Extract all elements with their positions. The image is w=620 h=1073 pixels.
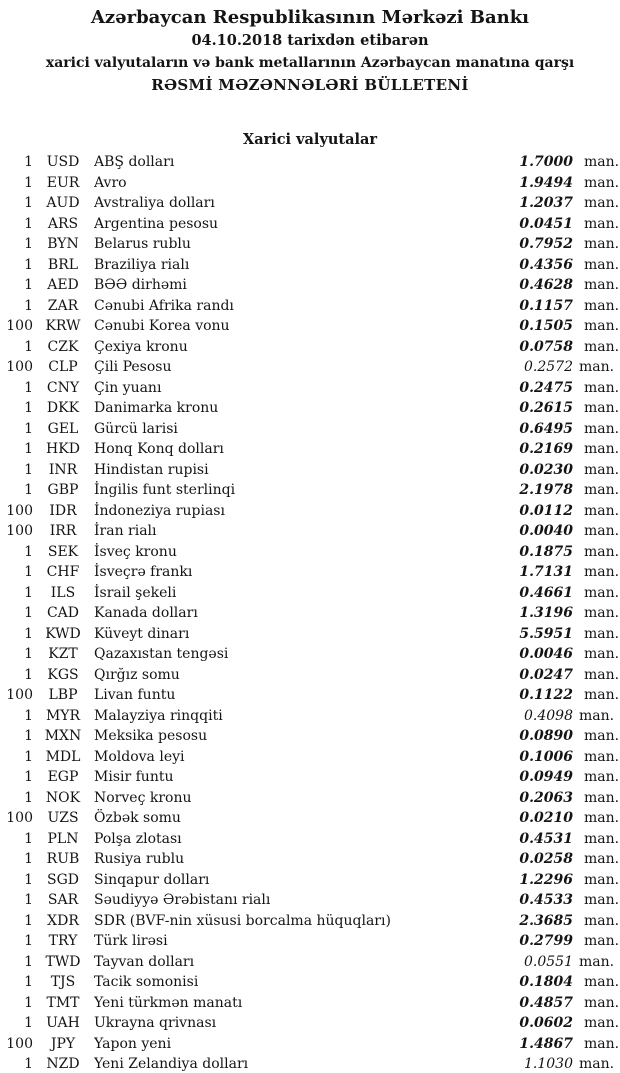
unit-label: man. (584, 892, 620, 908)
rate-row (0, 890, 620, 911)
unit-label: man. (584, 564, 620, 580)
rate-row (0, 1054, 620, 1073)
currency-name: Misir funtu (94, 769, 174, 785)
rate-value: 0.0451 (519, 215, 573, 232)
currency-code: NZD (46, 1056, 80, 1072)
currency-name: Yeni türkmən manatı (94, 994, 243, 1011)
unit-label: man. (584, 441, 620, 457)
currency-code: AUD (46, 195, 80, 211)
currency-code: TRY (48, 933, 78, 949)
rate-row (0, 685, 620, 706)
rate-row (0, 378, 620, 399)
rate-row (0, 644, 620, 665)
unit-label: man. (584, 666, 620, 683)
currency-code: SAR (47, 892, 79, 908)
nominal-value: 1 (24, 564, 33, 580)
rate-value: 0.0949 (519, 769, 573, 785)
currency-name: Argentina pesosu (94, 215, 219, 232)
nominal-value: 100 (6, 318, 33, 334)
currency-code: GBP (47, 482, 79, 498)
rate-value: 0.2799 (519, 933, 573, 949)
nominal-value: 1 (24, 994, 33, 1011)
rate-row (0, 583, 620, 604)
currency-code: AED (47, 277, 79, 293)
unit-label: man. (584, 748, 620, 765)
currency-code: INR (48, 461, 78, 478)
currency-name: Türk lirəsi (94, 933, 168, 949)
rate-value: 0.2169 (519, 441, 573, 457)
currency-name: İndoneziya rupiası (94, 502, 225, 519)
currency-name: Cənubi Afrika randı (94, 297, 234, 314)
unit-label: man. (584, 420, 620, 437)
currency-name: Moldova leyi (94, 748, 185, 765)
rate-row (0, 398, 620, 419)
rate-row (0, 193, 620, 214)
rate-value: 0.2475 (519, 379, 573, 396)
unit-label: man. (584, 1015, 620, 1031)
nominal-value: 100 (6, 502, 33, 519)
bulletin-title: RƏSMİ MƏZƏNNƏLƏRİ BÜLLETENİ (151, 76, 469, 94)
unit-label: man. (584, 625, 620, 642)
nominal-value: 1 (24, 584, 33, 601)
unit-label: man. (584, 994, 620, 1011)
unit-label: man. (584, 646, 620, 662)
rate-value: 0.1875 (519, 543, 573, 560)
rate-value: 1.4867 (519, 1035, 573, 1052)
currency-code: ARS (47, 215, 79, 232)
rate-value: 0.0230 (519, 461, 573, 478)
rate-value: 0.4533 (519, 892, 573, 908)
unit-label: man. (584, 256, 620, 273)
nominal-value: 1 (24, 338, 33, 355)
rate-value: 1.2296 (519, 871, 573, 888)
unit-label: man. (584, 974, 620, 990)
nominal-value: 100 (6, 810, 33, 826)
currency-name: Kanada dolları (94, 605, 198, 621)
currency-name: Özbək somu (94, 810, 181, 826)
currency-name: Ukrayna qrivnası (94, 1015, 217, 1031)
currency-name: İngilis funt sterlinqi (94, 482, 236, 498)
nominal-value: 1 (24, 379, 33, 396)
nominal-value: 1 (24, 236, 33, 252)
unit-label: man. (584, 810, 620, 826)
currency-code: DKK (46, 400, 80, 416)
nominal-value: 1 (24, 707, 33, 724)
currency-name: Sinqapur dolları (94, 871, 210, 888)
nominal-value: 1 (24, 482, 33, 498)
rate-value: 0.1505 (519, 318, 573, 334)
rate-value: 0.0758 (519, 338, 573, 355)
currency-code: TMT (46, 994, 80, 1011)
currency-name: Avstraliya dolları (94, 195, 215, 211)
rate-value: 1.2037 (519, 195, 573, 211)
rate-row (0, 316, 620, 337)
rate-row (0, 234, 620, 255)
unit-label: man. (584, 769, 620, 785)
rate-value: 0.4531 (519, 830, 573, 847)
currency-code: JPY (50, 1035, 76, 1052)
currency-name: Meksika pesosu (94, 728, 208, 744)
currency-name: Çin yuanı (94, 379, 162, 396)
currency-code: ILS (50, 584, 76, 601)
currency-code: IDR (49, 502, 77, 519)
nominal-value: 1 (24, 748, 33, 765)
nominal-value: 1 (24, 215, 33, 232)
rate-row (0, 870, 620, 891)
rate-row (0, 439, 620, 460)
rate-value: 0.0040 (519, 523, 573, 539)
unit-label: man. (584, 789, 620, 806)
nominal-value: 1 (24, 728, 33, 744)
unit-label: man. (579, 953, 615, 970)
rate-value: 0.2615 (519, 400, 573, 416)
currency-code: CLP (48, 359, 78, 375)
currency-code: NOK (45, 789, 81, 806)
currency-code: KRW (45, 318, 81, 334)
rate-row (0, 521, 620, 542)
nominal-value: 1 (24, 277, 33, 293)
rate-row (0, 767, 620, 788)
nominal-value: 1 (24, 974, 33, 990)
rate-row (0, 357, 620, 378)
unit-label: man. (584, 318, 620, 334)
unit-label: man. (584, 277, 620, 293)
currency-name: Cənubi Korea vonu (94, 318, 230, 334)
currency-code: GEL (47, 420, 79, 437)
rate-value: 0.7952 (519, 236, 573, 252)
rate-value: 0.0258 (519, 851, 573, 867)
nominal-value: 1 (24, 625, 33, 642)
rate-value: 0.4661 (519, 584, 573, 601)
rate-value: 5.5951 (519, 625, 573, 642)
nominal-value: 1 (24, 297, 33, 314)
nominal-value: 1 (24, 666, 33, 683)
rate-row (0, 829, 620, 850)
nominal-value: 1 (24, 441, 33, 457)
rate-value: 2.3685 (519, 912, 573, 929)
currency-name: Livan funtu (94, 687, 176, 703)
currency-name: BƏƏ dirhəmi (94, 277, 187, 293)
rate-row (0, 296, 620, 317)
currency-code: USD (46, 154, 80, 170)
unit-label: man. (579, 707, 615, 724)
currency-code: SEK (47, 543, 79, 560)
rate-value: 0.6495 (519, 420, 573, 437)
rate-row (0, 542, 620, 563)
rate-row (0, 726, 620, 747)
rate-value: 1.1030 (524, 1056, 573, 1072)
nominal-value: 1 (24, 174, 33, 191)
unit-label: man. (584, 1035, 620, 1052)
currency-name: Norveç kronu (94, 789, 192, 806)
currency-name: Honq Konq dolları (94, 441, 224, 457)
rate-row (0, 337, 620, 358)
currency-code: CHF (46, 564, 80, 580)
rate-row (0, 460, 620, 481)
bank-name-title: Azərbaycan Respublikasının Mərkəzi Bankı (90, 7, 530, 28)
currency-code: BYN (47, 236, 79, 252)
currency-code: UAH (46, 1015, 80, 1031)
unit-label: man. (584, 236, 620, 252)
currency-code: KWD (45, 625, 81, 642)
nominal-value: 1 (24, 1015, 33, 1031)
rate-row (0, 603, 620, 624)
unit-label: man. (579, 359, 615, 375)
unit-label: man. (584, 215, 620, 232)
effective-date-line: 04.10.2018 tarixdən etibarən (191, 32, 429, 49)
unit-label: man. (584, 830, 620, 847)
currency-code: SGD (47, 871, 79, 888)
currency-code: PLN (47, 830, 79, 847)
currency-name: Danimarka kronu (94, 400, 219, 416)
currency-name: Rusiya rublu (94, 851, 185, 867)
currency-code: CNY (46, 379, 80, 396)
rate-value: 1.7131 (519, 564, 573, 580)
rate-value: 1.3196 (519, 605, 573, 621)
rate-row (0, 706, 620, 727)
unit-label: man. (584, 605, 620, 621)
rate-row (0, 152, 620, 173)
currency-code: MXN (44, 728, 82, 744)
rate-row (0, 501, 620, 522)
nominal-value: 1 (24, 154, 33, 170)
rate-row (0, 993, 620, 1014)
unit-label: man. (584, 543, 620, 560)
nominal-value: 1 (24, 646, 33, 662)
currency-code: CAD (46, 605, 80, 621)
currency-name: Çili Pesosu (94, 359, 172, 375)
currency-name: Küveyt dinarı (94, 625, 190, 642)
currency-name: Tayvan dolları (94, 953, 195, 970)
nominal-value: 1 (24, 769, 33, 785)
currency-name: Hindistan rupisi (94, 461, 209, 478)
currency-name: Malayziya rinqqiti (94, 707, 223, 724)
nominal-value: 1 (24, 933, 33, 949)
rate-row (0, 173, 620, 194)
currency-code: EGP (47, 769, 79, 785)
rate-row (0, 275, 620, 296)
unit-label: man. (584, 461, 620, 478)
currency-name: İran rialı (94, 523, 157, 539)
rate-row (0, 562, 620, 583)
currency-code: EUR (46, 174, 80, 191)
nominal-value: 1 (24, 461, 33, 478)
rate-row (0, 788, 620, 809)
currency-name: Yeni Zelandiya dolları (94, 1056, 249, 1072)
unit-label: man. (584, 195, 620, 211)
unit-label: man. (584, 297, 620, 314)
currency-name: Belarus rublu (94, 236, 191, 252)
rate-value: 0.0551 (524, 953, 573, 970)
currency-name: Qırğız somu (94, 666, 180, 683)
unit-label: man. (584, 523, 620, 539)
rate-value: 0.0046 (519, 646, 573, 662)
rate-row (0, 480, 620, 501)
rate-value: 0.4857 (519, 994, 573, 1011)
currency-name: Yapon yeni (94, 1035, 172, 1052)
rate-row (0, 952, 620, 973)
unit-label: man. (584, 338, 620, 355)
unit-label: man. (584, 174, 620, 191)
currency-code: LBP (48, 687, 78, 703)
rate-row (0, 419, 620, 440)
rate-value: 1.9494 (519, 174, 573, 191)
rate-value: 0.2572 (524, 359, 573, 375)
rate-value: 0.0602 (519, 1015, 573, 1031)
unit-label: man. (579, 1056, 615, 1072)
rate-row (0, 624, 620, 645)
currency-name: Avro (94, 174, 127, 191)
rate-row (0, 972, 620, 993)
rate-row (0, 931, 620, 952)
rate-value: 0.0112 (519, 502, 573, 519)
currency-code: RUB (46, 851, 80, 867)
rate-value: 0.0247 (519, 666, 573, 683)
nominal-value: 1 (24, 605, 33, 621)
unit-label: man. (584, 687, 620, 703)
rate-row (0, 214, 620, 235)
unit-label: man. (584, 154, 620, 170)
currency-code: KGS (47, 666, 79, 683)
nominal-value: 100 (6, 687, 33, 703)
rates-table (0, 152, 620, 1073)
rate-value: 1.7000 (519, 154, 573, 170)
currency-code: ZAR (47, 297, 79, 314)
currency-name: ABŞ dolları (94, 154, 175, 170)
nominal-value: 1 (24, 1056, 33, 1072)
unit-label: man. (584, 851, 620, 867)
rate-value: 0.1122 (519, 687, 573, 703)
currency-name: Polşa zlotası (94, 830, 182, 847)
nominal-value: 1 (24, 543, 33, 560)
rate-row (0, 747, 620, 768)
rate-value: 0.0890 (519, 728, 573, 744)
currency-name: Gürcü larisi (94, 420, 178, 437)
currency-code: MDL (45, 748, 81, 765)
nominal-value: 1 (24, 256, 33, 273)
currency-name: SDR (BVF-nin xüsusi borcalma hüquqları) (94, 912, 391, 929)
unit-label: man. (584, 728, 620, 744)
currency-code: XDR (47, 912, 79, 929)
currency-code: HKD (46, 441, 80, 457)
rate-value: 0.4356 (519, 256, 573, 273)
rate-row (0, 255, 620, 276)
bulletin-subtitle: xarici valyutaların və bank metallarının Azərbaycan manatına qarşı (45, 55, 575, 71)
currency-code: TJS (50, 974, 76, 990)
nominal-value: 100 (6, 359, 33, 375)
currency-code: KZT (48, 646, 78, 662)
currency-name: Braziliya rialı (94, 256, 190, 273)
currency-code: BRL (47, 256, 79, 273)
currency-name: Səudiyyə Ərəbistanı rialı (94, 892, 271, 908)
rate-value: 0.0210 (519, 810, 573, 826)
rate-row (0, 849, 620, 870)
nominal-value: 1 (24, 851, 33, 867)
currency-code: MYR (45, 707, 81, 724)
currency-name: Tacik somonisi (94, 974, 199, 990)
currency-name: İsveç kronu (94, 543, 177, 560)
rate-value: 0.1006 (519, 748, 573, 765)
currency-name: İsrail şekeli (94, 584, 177, 601)
nominal-value: 1 (24, 400, 33, 416)
unit-label: man. (584, 584, 620, 601)
rate-value: 0.1157 (519, 297, 573, 314)
rate-row (0, 1013, 620, 1034)
rate-value: 0.1804 (519, 974, 573, 990)
rate-value: 0.4628 (519, 277, 573, 293)
nominal-value: 1 (24, 953, 33, 970)
rate-row (0, 911, 620, 932)
nominal-value: 1 (24, 892, 33, 908)
unit-label: man. (584, 871, 620, 888)
currency-code: CZK (47, 338, 79, 355)
rate-row (0, 665, 620, 686)
nominal-value: 1 (24, 420, 33, 437)
currency-code: UZS (47, 810, 79, 826)
bulletin-header (0, 0, 620, 96)
currency-code: IRR (49, 523, 77, 539)
section-title-foreign-currencies: Xarici valyutalar (242, 131, 378, 148)
rate-row (0, 808, 620, 829)
unit-label: man. (584, 912, 620, 929)
rate-value: 0.2063 (519, 789, 573, 806)
rate-value: 0.4098 (524, 707, 573, 724)
unit-label: man. (584, 933, 620, 949)
rate-row (0, 1034, 620, 1055)
currency-name: Çexiya kronu (94, 338, 188, 355)
currency-name: İsveçrə frankı (94, 564, 193, 580)
currency-code: TWD (45, 953, 81, 970)
rate-value: 2.1978 (519, 482, 573, 498)
currency-name: Qazaxıstan tengəsi (94, 646, 229, 662)
nominal-value: 1 (24, 195, 33, 211)
unit-label: man. (584, 482, 620, 498)
nominal-value: 1 (24, 912, 33, 929)
nominal-value: 1 (24, 871, 33, 888)
nominal-value: 100 (6, 1035, 33, 1052)
unit-label: man. (584, 379, 620, 396)
nominal-value: 1 (24, 789, 33, 806)
nominal-value: 100 (6, 523, 33, 539)
nominal-value: 1 (24, 830, 33, 847)
unit-label: man. (584, 502, 620, 519)
unit-label: man. (584, 400, 620, 416)
